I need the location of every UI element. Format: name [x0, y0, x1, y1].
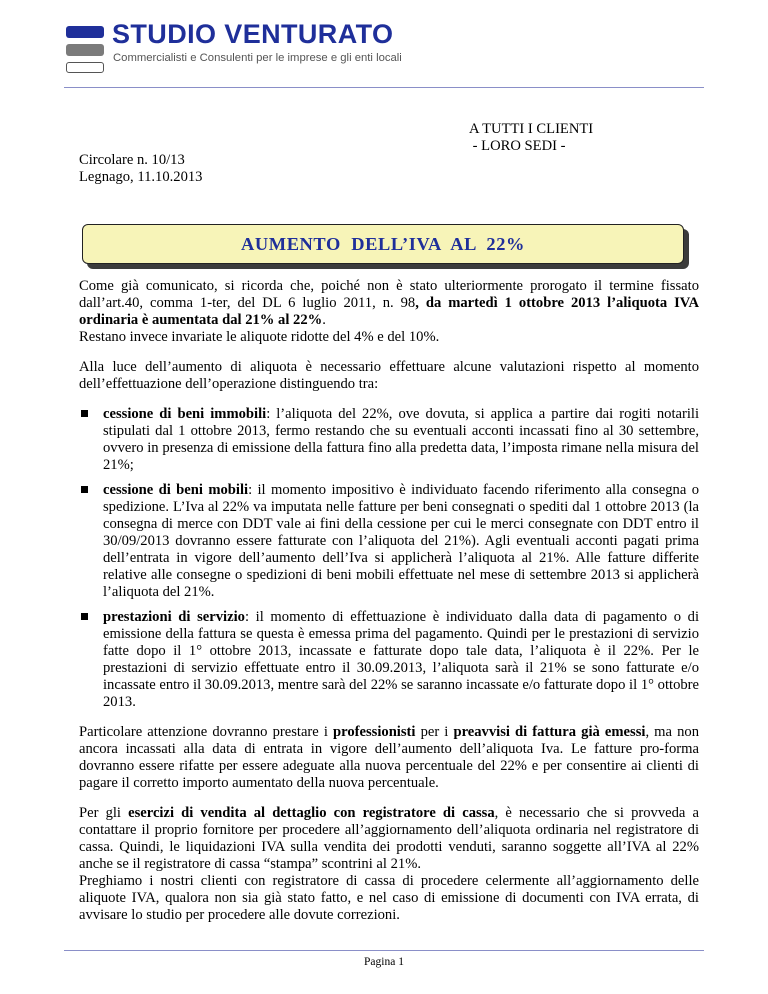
- intro-paragraph: [79, 278, 699, 346]
- circular-info: [79, 152, 202, 186]
- list-item-heading: prestazioni di servizio: [103, 609, 245, 625]
- logo-bar-blue: [66, 26, 104, 38]
- page-number: Pagina 1: [364, 956, 404, 968]
- paragraph-emphasis: preavvisi di fattura già emessi: [453, 724, 646, 740]
- paragraph-text: Preghiamo i nostri clienti con registratore di cassa di procedere celermente all’aggiornamento delle aliquote IVA, qualora non sia già stato fatto, e nel caso di emissione di documenti con IVA errata, di avvisare lo studio per procedere alle dovute correzioni.: [79, 873, 699, 923]
- list-item: [79, 406, 699, 474]
- bullet-list: [79, 406, 699, 711]
- professionals-paragraph: [79, 724, 699, 792]
- paragraph-emphasis: professionisti: [333, 724, 416, 740]
- recipient-line: - LORO SEDI -: [469, 138, 566, 154]
- footer-divider: [64, 950, 704, 951]
- list-item-heading: cessione di beni mobili: [103, 482, 249, 498]
- brand-name: STUDIO VENTURATO: [112, 19, 394, 49]
- brand-tagline: Commercialisti e Consulenti per le imprese e gli enti locali: [113, 52, 402, 64]
- recipient-line: A TUTTI I CLIENTI: [469, 121, 594, 137]
- intro-text: Come già comunicato, si ricorda che, poiché non è stato ulteriormente prorogato il termine fissato dall’art.40, comma 1-ter, del DL 6 luglio 2011, n. 98: [79, 278, 699, 311]
- list-item-text: : il momento impositivo è individuato facendo riferimento alla consegna o spedizione. L’Iva al 22% va imputata nelle fatture per beni consegnati o spediti dal 1 ottobre 2013 (la consegna di merce con DDT vale ai fini della cessione per cui le merci consegnate con DDT entro il 30/09/2013 dovranno essere fatturate con l’aliquota del 21%). Agli eventuali acconti pagati prima dell’entrata in vigore dell’aumento dell’Iva si applicherà l’aliquota al 21%. Alle fatture differite relative alle consegne o spedizioni di beni mobili effettuate nel mese di settembre 2013 si applicherà l’aliquota del 21%.: [103, 482, 699, 600]
- intro-emphasis: , da martedì 1 ottobre 2013 l’aliquota IVA ordinaria è aumentata dal 21% al 22%: [79, 295, 699, 328]
- title-banner: [82, 224, 684, 264]
- paragraph-text: , è necessario che si provveda a contattare il proprio fornitore per procedere all’aggiornamento dell’aliquota ordinaria nel registratore di cassa. Quindi, le liquidazioni IVA sulla vendita dei prodotti venduti, saranno soggette all’IVA al 22% anche se il registratore di cassa “stampa” scontrini al 21%.: [79, 805, 699, 872]
- paragraph-text: per i: [415, 724, 454, 740]
- bullet-square-icon: [81, 613, 88, 620]
- header-divider: [64, 87, 704, 88]
- studio-logo-icon: [66, 26, 104, 79]
- document-title: AUMENTO DELL’IVA AL 22%: [240, 233, 526, 254]
- list-item-heading: cessione di beni immobili: [103, 406, 267, 422]
- bullet-square-icon: [81, 410, 88, 417]
- bullet-square-icon: [81, 486, 88, 493]
- list-item: [79, 482, 699, 601]
- paragraph-text: Particolare attenzione dovranno prestare i: [79, 724, 334, 740]
- list-item-text: : l’aliquota del 22%, ove dovuta, si applica a partire dai rogiti notarili stipulati dal 1 ottobre 2013, fermo restando che su eventuali acconti incassati fino al 30 settembre, ovvero in presenza di emissione della fattura fino alla predetta data, l’imposta rimane nella misura del 21%;: [103, 406, 699, 473]
- document-body: [79, 278, 699, 937]
- paragraph-text: , ma non ancora incassati alla data di entrata in vigore dell’aumento dell’aliquota Iva. Le fatture pro-forma dovranno essere rifatte per essere adeguate alla nuova percentuale del 22% e per consentire ai clienti di pagare il corretto importo aumentato della nuova percentuale.: [79, 724, 699, 791]
- recipient-block: [469, 121, 593, 155]
- intro-line-2: Restano invece invariate le aliquote ridotte del 4% e del 10%.: [79, 329, 440, 345]
- lead-paragraph: Alla luce dell’aumento di aliquota è necessario effettuare alcune valutazioni rispetto al momento dell’effettuazione dell’operazione distinguendo tra:: [79, 359, 699, 392]
- list-item: [79, 609, 699, 711]
- place-date: Legnago, 11.10.2013: [79, 169, 203, 185]
- retail-paragraph: [79, 805, 699, 924]
- list-item-text: : il momento di effettuazione è individuato dalla data di pagamento o di emissione della fattura se questa è emessa prima del pagamento. Quindi per le prestazioni di servizio fatte dopo il 1° ottobre 2013, incassate e fatturate dopo tale data, l’aliquota è il 22%. Per le prestazioni di servizio effettuate entro il 30.09.2013, l’aliquota sarà il 21% se sono fatturate e/o incassate entro il 30.09.2013, mentre sarà del 22% se saranno incassate e/o fatturate dopo il 1° ottobre 2013.: [103, 609, 700, 710]
- paragraph-text: Per gli: [79, 805, 129, 821]
- paragraph-emphasis: esercizi di vendita al dettaglio con registratore di cassa: [128, 805, 495, 821]
- logo-bar-outline: [66, 62, 104, 73]
- logo-bar-gray: [66, 44, 104, 56]
- intro-text-end: .: [322, 312, 326, 328]
- circular-number: Circolare n. 10/13: [79, 152, 185, 168]
